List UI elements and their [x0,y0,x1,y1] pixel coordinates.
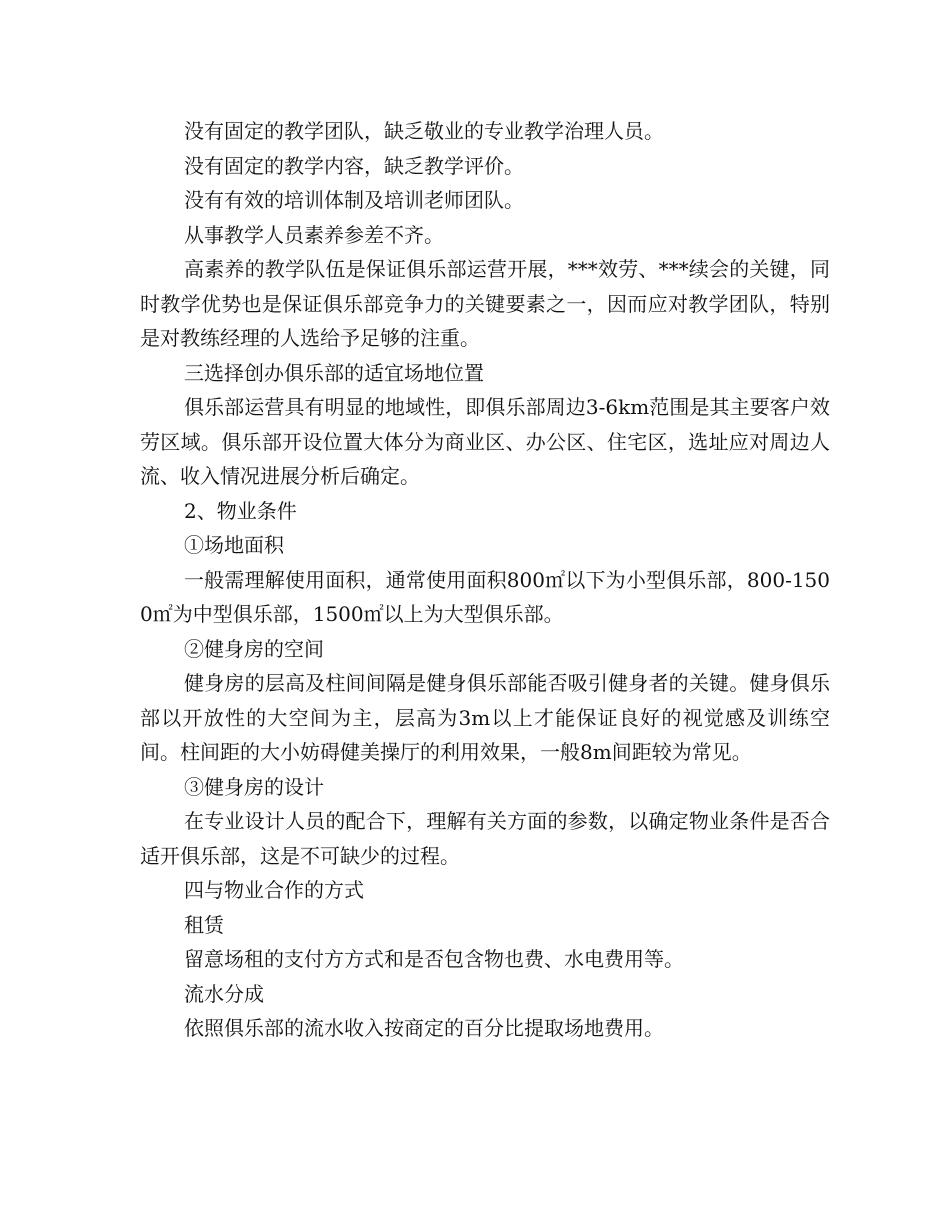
paragraph: 高素养的教学队伍是保证俱乐部运营开展，***效劳、***续会的关键，同时教学优势也是保证俱乐部竞争力的关键要素之一，因而应对教学团队，特别是对教练经理的人选给予足够的注重。 [140,257,830,350]
section-heading: 四与物业合作的方式 [184,878,364,902]
section-heading: 三选择创办俱乐部的适宜场地位置 [184,360,484,385]
paragraph: 没有固定的教学团队，缺乏敬业的专业教学治理人员。 [184,119,664,143]
document-body [140,114,830,1046]
paragraph: 没有固定的教学内容，缺乏教学评价。 [184,153,524,178]
paragraph: 一般需理解使用面积，通常使用面积800㎡以下为小型俱乐部，800-1500㎡为中型俱乐部，1500㎡以上为大型俱乐部。 [140,567,830,626]
paragraph: 健身房的层高及柱间间隔是健身俱乐部能否吸引健身者的关键。健身俱乐部以开放性的大空间为主，层高为3m以上才能保证良好的视觉感及训练空间。柱间距的大小妨碍健美操厅的利用效果，一般8m间距较为常见。 [140,671,830,764]
subsection-heading: 租赁 [184,912,224,937]
subsection-heading: 流水分成 [184,981,264,1006]
subsection-heading: ②健身房的空间 [184,636,324,661]
paragraph: 在专业设计人员的配合下，理解有关方面的参数，以确定物业条件是否合适开俱乐部，这是不可缺少的过程。 [140,809,830,868]
paragraph: 依照俱乐部的流水收入按商定的百分比提取场地费用。 [184,1016,664,1040]
paragraph: 从事教学人员素养参差不齐。 [184,222,444,247]
paragraph: 留意场租的支付方方式和是否包含物也费、水电费用等。 [184,947,684,971]
subsection-heading: ①场地面积 [184,533,284,557]
paragraph: 没有有效的培训体制及培训老师团队。 [184,188,524,212]
paragraph: 俱乐部运营具有明显的地域性，即俱乐部周边3-6km范围是其主要客户效劳区域。俱乐部开设位置大体分为商业区、办公区、住宅区，选址应对周边人流、收入情况进展分析后确定。 [140,395,830,488]
subsection-heading: ③健身房的设计 [184,774,324,799]
subsection-heading: 2、物业条件 [184,498,297,523]
